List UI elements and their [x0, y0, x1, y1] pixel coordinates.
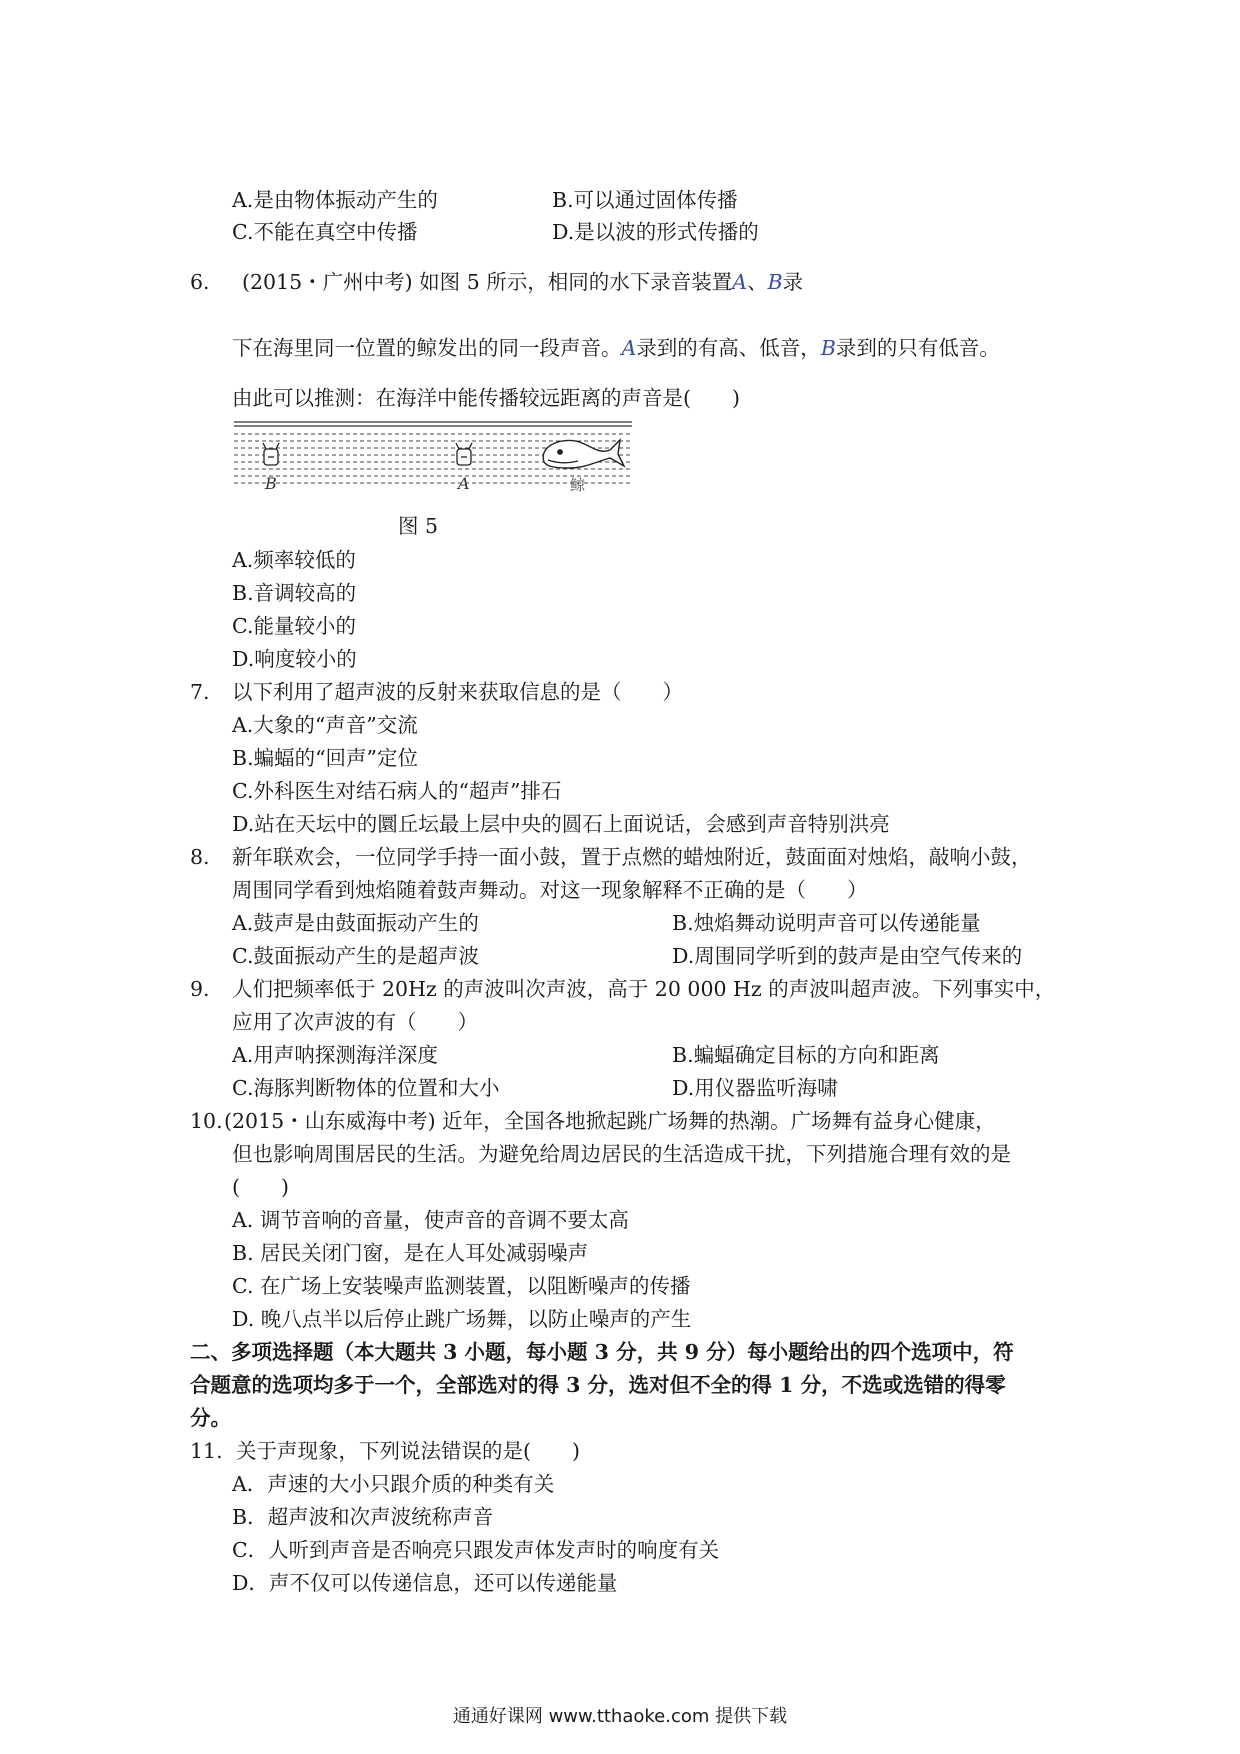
q6-option-c: C.能量较小的 — [232, 614, 356, 638]
q8-option-a: A.鼓声是由鼓面振动产生的 — [232, 911, 479, 935]
q8-stem-line1: 新年联欢会，一位同学手持一面小鼓，置于点燃的蜡烛附近，鼓面面对烛焰，敲响小鼓， — [232, 845, 1032, 869]
q6-option-d: D.响度较小的 — [232, 647, 357, 671]
section2-heading-line2: 合题意的选项均多于一个，全部选对的得 3 分，选对但不全的得 1 分，不选或选错的得零 — [190, 1373, 1006, 1397]
q5-option-a: A.是由物体振动产生的 — [232, 188, 438, 212]
q6-stem-line2 — [232, 334, 1000, 362]
water-surface-lines — [234, 422, 632, 426]
q10-stem-line3: ( ) — [232, 1175, 289, 1199]
label-b: B — [265, 474, 277, 493]
q6-stem-prefix: (2015・广州中考) 如图 5 所示，相同的水下录音装置 — [242, 270, 733, 294]
q10-stem-line1: (2015・山东威海中考) 近年，全国各地掀起跳广场舞的热潮。广场舞有益身心健康， — [224, 1109, 996, 1133]
q6-stem-line2-part2: 录到的有高、低音， — [636, 336, 821, 360]
q10-option-b: B. 居民关闭门窗，是在人耳处减弱噪声 — [232, 1241, 589, 1265]
q5-option-c: C.不能在真空中传播 — [232, 220, 418, 244]
q6-number: 6. — [190, 270, 210, 294]
q7-option-c: C.外科医生对结石病人的“超声”排石 — [232, 779, 562, 803]
q7-option-b: B.蝙蝠的“回声”定位 — [232, 746, 419, 770]
q8-option-d: D.周围同学听到的鼓声是由空气传来的 — [672, 944, 1023, 968]
q9-option-c: C.海豚判断物体的位置和大小 — [232, 1076, 500, 1100]
q11-option-c: C．人听到声音是否响亮只跟发声体发声时的响度有关 — [232, 1538, 720, 1562]
q10-option-c: C. 在广场上安装噪声监测装置，以阻断噪声的传播 — [232, 1274, 691, 1298]
q9-stem-line1: 人们把频率低于 20Hz 的声波叫次声波，高于 20 000 Hz 的声波叫超声波。下列事实中， — [232, 977, 1056, 1001]
q6-stem-line2-part1: 下在海里同一位置的鲸发出的同一段声音。 — [232, 336, 622, 360]
section2-heading-line1: 二、多项选择题（本大题共 3 小题，每小题 3 分，共 9 分）每小题给出的四个选项中，符 — [190, 1340, 1014, 1364]
q7-number: 7. — [190, 680, 210, 704]
q6-option-a: A.频率较低的 — [232, 548, 356, 572]
q6-var-a: A — [732, 270, 748, 294]
q8-stem-line2: 周围同学看到烛焰随着鼓声舞动。对这一现象解释不正确的是（ ） — [232, 878, 868, 902]
q11-option-a: A．声速的大小只跟介质的种类有关 — [232, 1472, 555, 1496]
q6-stem-suffix: 录 — [782, 270, 804, 294]
q6-sep: 、 — [747, 270, 768, 294]
figure-5-caption: 图 5 — [398, 514, 439, 538]
q5-option-b: B.可以通过固体传播 — [552, 188, 738, 212]
q11-stem: 关于声现象，下列说法错误的是( ) — [236, 1439, 580, 1463]
label-a: A — [458, 474, 470, 493]
q9-option-b: B.蝙蝠确定目标的方向和距离 — [672, 1043, 940, 1067]
q8-option-c: C.鼓面振动产生的是超声波 — [232, 944, 479, 968]
q6-stem-line3: 由此可以推测：在海洋中能传播较远距离的声音是( ) — [232, 386, 740, 410]
q9-number: 9. — [190, 977, 210, 1001]
q10-stem-line2: 但也影响周围居民的生活。为避免给周边居民的生活造成干扰，下列措施合理有效的是 — [232, 1142, 1011, 1166]
q6-stem-line2-part3: 录到的只有低音。 — [835, 336, 1000, 360]
label-whale: 鲸 — [570, 476, 586, 494]
recorder-b-icon — [263, 443, 279, 465]
figure-5 — [232, 416, 642, 496]
q10-option-a: A. 调节音响的音量，使声音的音调不要太高 — [232, 1208, 629, 1232]
q7-option-a: A.大象的“声音”交流 — [232, 713, 418, 737]
q8-number: 8. — [190, 845, 210, 869]
q9-option-a: A.用声呐探测海洋深度 — [232, 1043, 438, 1067]
q9-stem-line2: 应用了次声波的有（ ） — [232, 1010, 478, 1034]
q6-var-b-2: B — [820, 336, 836, 360]
q7-stem: 以下利用了超声波的反射来获取信息的是（ ） — [232, 680, 683, 704]
q7-option-d: D.站在天坛中的圜丘坛最上层中央的圆石上面说话，会感到声音特别洪亮 — [232, 812, 890, 836]
q6-option-b: B.音调较高的 — [232, 581, 357, 605]
section2-heading-line3: 分。 — [190, 1406, 231, 1430]
q11-option-d: D．声不仅可以传递信息，还可以传递能量 — [232, 1571, 618, 1595]
q10-option-d: D. 晚八点半以后停止跳广场舞，以防止噪声的产生 — [232, 1307, 692, 1331]
q11-option-b: B．超声波和次声波统称声音 — [232, 1505, 494, 1529]
page-footer: 通通好课网 www.tthaoke.com 提供下载 — [452, 1706, 788, 1727]
q11-number: 11. — [190, 1439, 223, 1463]
recorder-a-icon — [456, 443, 472, 465]
q6-stem-line1 — [242, 268, 803, 296]
q8-option-b: B.烛焰舞动说明声音可以传递能量 — [672, 911, 981, 935]
q6-var-b: B — [767, 270, 783, 294]
q9-option-d: D.用仪器监听海啸 — [672, 1076, 838, 1100]
q10-number: 10. — [190, 1109, 223, 1133]
whale-icon — [543, 440, 624, 468]
q5-option-d: D.是以波的形式传播的 — [552, 220, 759, 244]
q6-var-a-2: A — [621, 336, 637, 360]
